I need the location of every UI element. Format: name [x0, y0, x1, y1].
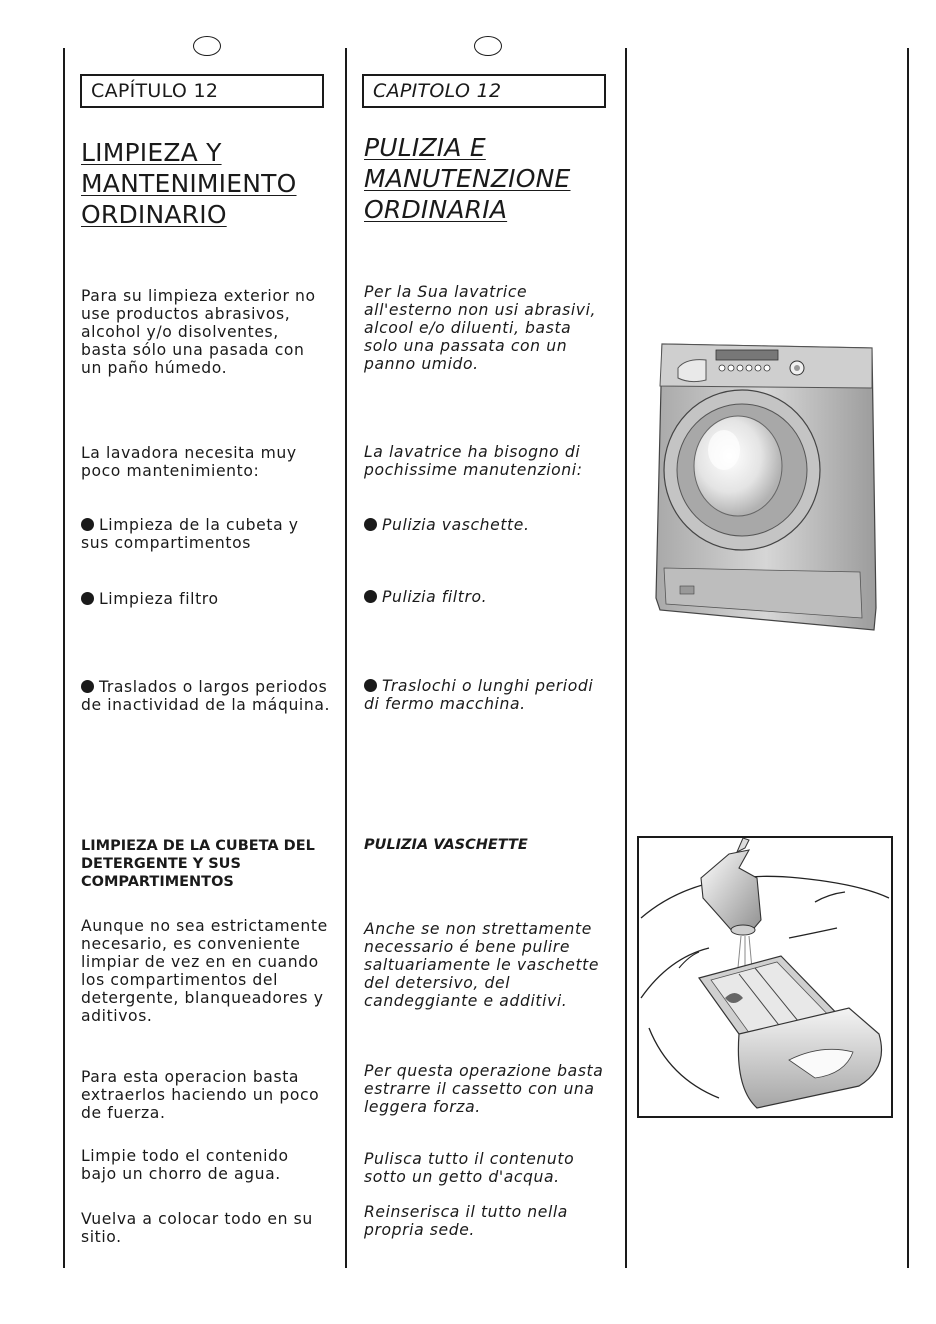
paragraph-exterior-cleaning-it: Per la Sua lavatrice all'esterno non usi abrasivi, alcool e/o diluenti, basta solo una passata con un panno umido. — [364, 283, 597, 373]
paragraph-reinsert-it: Reinserisca il tutto nella propria sede. — [364, 1203, 568, 1239]
paragraph-reinsert-es: Vuelva a colocar todo en su sitio. — [81, 1210, 313, 1246]
title-line: LIMPIEZA Y — [81, 138, 222, 167]
section-title-it — [364, 132, 616, 225]
drawer-illustration-frame — [637, 836, 893, 1118]
section-title-es — [81, 137, 331, 230]
bullet-text: Limpieza de la cubeta y sus compartimentos — [81, 516, 299, 552]
bullet-filter-cleaning-es — [81, 590, 331, 608]
paragraph-maintenance-es: La lavadora necesita muy poco mantenimiento: — [81, 444, 297, 480]
title-line: ORDINARIO — [81, 200, 227, 229]
paragraph-remove-drawer-it: Per questa operazione basta estrarre il cassetto con una leggera forza. — [364, 1062, 604, 1116]
chapter-label-it: CAPITOLO 12 — [362, 74, 606, 108]
washing-machine-illustration — [650, 338, 882, 636]
bullet-text: Limpieza filtro — [99, 590, 219, 608]
column-divider-left — [63, 48, 65, 1268]
bullet-icon — [81, 592, 94, 605]
language-marker-es — [193, 36, 221, 56]
paragraph-rinse-es: Limpie todo el contenido bajo un chorro de agua. — [81, 1147, 289, 1183]
subheading-drawer-cleaning-it: PULIZIA VASCHETTE — [364, 837, 528, 853]
title-line: PULIZIA E — [364, 133, 486, 162]
bullet-icon — [81, 518, 94, 531]
title-line: MANTENIMIENTO — [81, 169, 297, 198]
paragraph-rinse-it: Pulisca tutto il contenuto sotto un getto d'acqua. — [364, 1150, 575, 1186]
column-divider-middle — [345, 48, 347, 1268]
paragraph-drawer-cleaning-es: Aunque no sea estrictamente necesario, es conveniente limpiar de vez en en cuando los compartimentos del detergente, blanqueadores y aditivos. — [81, 917, 328, 1025]
bullet-text: Traslochi o lunghi periodi di fermo macchina. — [364, 677, 594, 713]
bullet-moving-inactivity-es — [81, 678, 331, 714]
column-divider-far-right — [907, 48, 909, 1268]
bullet-moving-inactivity-it — [364, 677, 609, 713]
bullet-text: Pulizia vaschette. — [382, 516, 530, 534]
subheading-drawer-cleaning-es: LIMPIEZA DE LA CUBETA DEL DETERGENTE Y SUS COMPARTIMENTOS — [81, 838, 315, 890]
column-divider-right — [625, 48, 627, 1268]
title-line: MANUTENZIONE — [364, 164, 571, 193]
bullet-icon — [364, 590, 377, 603]
bullet-drawer-cleaning-es — [81, 516, 321, 552]
bullet-icon — [81, 680, 94, 693]
bullet-drawer-cleaning-it — [364, 516, 616, 534]
paragraph-drawer-cleaning-it: Anche se non strettamente necessario é bene pulire saltuariamente le vaschette del detersivo, del candeggiante e additivi. — [364, 920, 600, 1010]
bullet-icon — [364, 518, 377, 531]
bullet-text: Pulizia filtro. — [382, 588, 488, 606]
bullet-filter-cleaning-it — [364, 588, 616, 606]
paragraph-remove-drawer-es: Para esta operacion basta extraerlos haciendo un poco de fuerza. — [81, 1068, 320, 1122]
chapter-label-es: CAPÍTULO 12 — [80, 74, 324, 108]
paragraph-maintenance-it: La lavatrice ha bisogno di pochissime manutenzioni: — [364, 443, 583, 479]
bullet-icon — [364, 679, 377, 692]
bullet-text: Traslados o largos periodos de inactividad de la máquina. — [81, 678, 331, 714]
title-line: ORDINARIA — [364, 195, 508, 224]
detergent-drawer-rinse-illustration — [639, 838, 891, 1116]
paragraph-exterior-cleaning-es: Para su limpieza exterior no use productos abrasivos, alcohol y/o disolventes, basta sólo una pasada con un paño húmedo. — [81, 287, 316, 377]
language-marker-it — [474, 36, 502, 56]
